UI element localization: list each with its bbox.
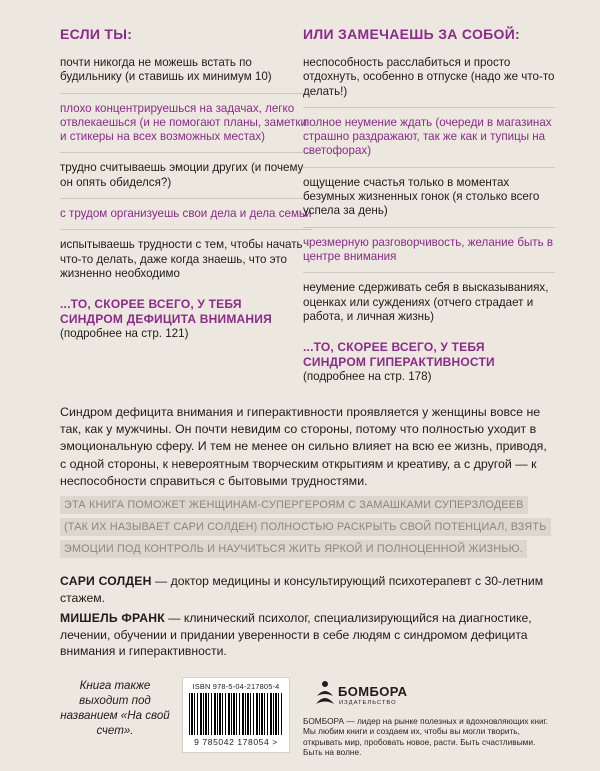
left-conclusion-ref: (подробнее на стр. 121) bbox=[60, 327, 189, 341]
publisher-logo bbox=[315, 680, 435, 710]
publisher-name: БОМБОРА bbox=[338, 684, 408, 699]
promo-text: ЭТА КНИГА ПОМОЖЕТ ЖЕНЩИНАМ-СУПЕРГЕРОЯМ С ЗАМАШКАМИ СУПЕРЗЛОДЕЕВ (ТАК ИХ НАЗЫВАЕТ САРИ СОЛДЕН) ПОЛНОСТЬЮ РАСКРЫТЬ СВОЙ ПОТЕНЦИАЛ, ВЗЯТЬ ЭМОЦИИ ПОД КОНТРОЛЬ И НАУЧИТЬСЯ ЖИТЬ ЯРКОЙ И ПОЛНОЦЕННОЙ ЖИЗНЬЮ. bbox=[60, 496, 551, 558]
left-heading: ЕСЛИ ТЫ: bbox=[60, 26, 133, 42]
isbn-number: ISBN 978-5-04-217805-4 bbox=[192, 682, 280, 691]
barcode-digits: 9 785042 178054 > bbox=[194, 737, 278, 747]
author-name: САРИ СОЛДЕН bbox=[60, 574, 152, 588]
left-item-3: трудно считываешь эмоции других (и почему он опять обиделся?) bbox=[60, 161, 312, 199]
left-item-5: испытываешь трудности с тем, чтобы начать что-то делать, даже когда знаешь, что это жизненно необходимо bbox=[60, 238, 303, 280]
left-column bbox=[60, 26, 312, 342]
left-item-4: с трудом организуешь свои дела и дела семьи bbox=[60, 207, 312, 230]
publisher-subtitle: ИЗДАТЕЛЬСТВО bbox=[339, 700, 397, 706]
right-item-5: неумение сдерживать себя в высказываниях, оценках или суждениях (отчего страдает и работа, и личная жизнь) bbox=[303, 281, 549, 323]
summary-paragraph: Синдром дефицита внимания и гиперактивности проявляется у женщины вовсе не так, как у мужчины. Он почти невидим со стороны, потому что полностью уходит в эмоциональную сферу. И тем не менее он сильно влияет на всю ее жизнь, приводя, с одной стороны, к невероятным творческим открытиям и креативу, а с другой — к неспособности справиться с бытовыми трудностями. bbox=[60, 405, 547, 488]
right-conclusion-line1: ...ТО, СКОРЕЕ ВСЕГО, У ТЕБЯ bbox=[303, 340, 485, 355]
left-conclusion-line2: СИНДРОМ ДЕФИЦИТА ВНИМАНИЯ bbox=[60, 312, 272, 327]
left-item-2: плохо концентрируешься на задачах, легко отвлекаешься (и не помогают планы, заметки и стикеры на всех возможных местах) bbox=[60, 102, 312, 154]
also-published-note: Книга также выходит под названием «На свой счет». bbox=[60, 679, 170, 737]
right-column bbox=[303, 26, 555, 384]
publisher-description: БОМБОРА — лидер на рынке полезных и вдохновляющих книг. Мы любим книги и создаем их, чтобы вы могли творить, открывать мир, пробовать новое, расти. Быть счастливыми. Быть на волне. bbox=[303, 716, 548, 757]
barcode-bars bbox=[189, 693, 283, 735]
right-item-2: полное неумение ждать (очереди в магазинах страшно раздражают, так же как и тупицы на светофорах) bbox=[303, 116, 555, 168]
right-item-4: чрезмерную разговорчивость, желание быть в центре внимания bbox=[303, 236, 555, 274]
bombora-wave-icon bbox=[315, 680, 335, 708]
right-heading: ИЛИ ЗАМЕЧАЕШЬ ЗА СОБОЙ: bbox=[303, 26, 521, 42]
right-conclusion bbox=[303, 340, 555, 384]
author-bio: — доктор медицины и консультирующий психотерапевт с 30-летним стажем. bbox=[60, 574, 544, 605]
promo-block bbox=[60, 494, 550, 560]
right-conclusion-ref: (подробнее на стр. 178) bbox=[303, 370, 432, 384]
author-sari-solden bbox=[60, 573, 550, 606]
author-bio: — клинический психолог, специализирующийся на диагностике, лечении, обучении и придании уверенности в себе людям с синдромом дефицита внимания и гиперактивности. bbox=[60, 611, 532, 659]
author-name: МИШЕЛЬ ФРАНК bbox=[60, 611, 165, 625]
author-michelle-frank bbox=[60, 610, 550, 660]
left-item-1: почти никогда не можешь встать по будильнику (и ставишь их минимум 10) bbox=[60, 56, 312, 94]
left-conclusion-line1: ...ТО, СКОРЕЕ ВСЕГО, У ТЕБЯ bbox=[60, 297, 242, 312]
left-conclusion bbox=[60, 297, 312, 341]
right-conclusion-line2: СИНДРОМ ГИПЕРАКТИВНОСТИ bbox=[303, 355, 495, 370]
right-item-3: ощущение счастья только в моментах безумных жизненных гонок (я столько всего успела за день) bbox=[303, 176, 555, 228]
isbn-barcode bbox=[182, 677, 290, 753]
right-item-1: неспособность расслабиться и просто отдохнуть, особенно в отпуске (надо же что-то делать!) bbox=[303, 56, 555, 108]
